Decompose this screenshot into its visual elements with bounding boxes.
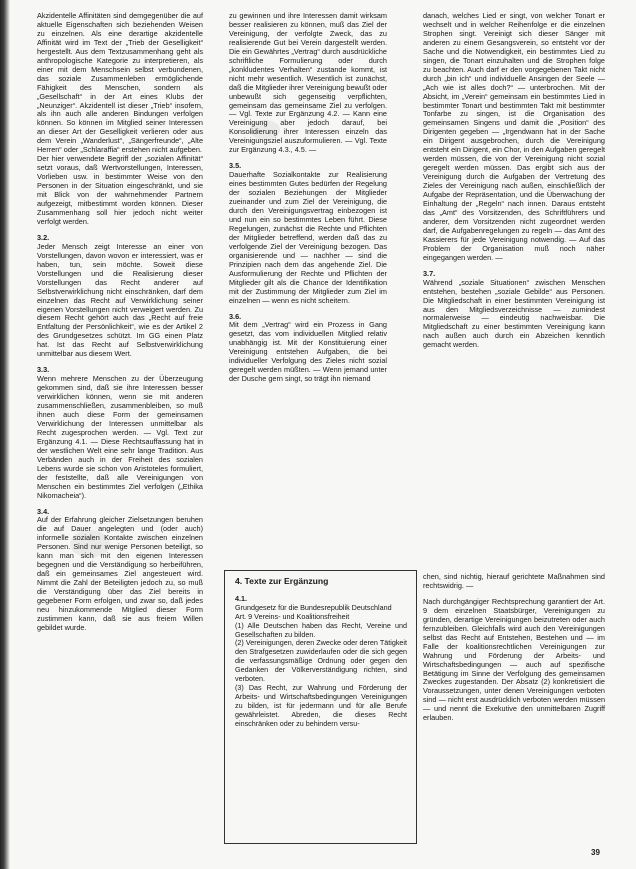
paragraph: Auf der Erfahrung gleicher Zielsetzungen beruhen die auf Dauer angelegten und (oder auch) informelle sozialen Kontakte zwischen einzelnen Personen. Sind nur wenige Personen beteiligt, so kann man sich mit den eigenen Interessen begegnen und die Verständigung so herbeiführen, daß ein gemeinsames Ziel angesteuert wird. Nimmt die Zahl der Beteiligten jedoch zu, so muß die Verständigung über das Ziel bereits in gegebener Form erfolgen, und zwar so, daß jedes neu hinzukommende Mitglied dieser Form zustimmen kann, daß sie aus freiem Willen gebildet wurde. <box>37 515 203 632</box>
paragraph: Jeder Mensch zeigt Interesse an einer von Vorstellungen, davon wovon er interessiert, was er haben, tun, sein möchte. Soweit diese Vorstellungen und die Realisierung dieser Vorstellungen das Recht anderer auf Selbstverwirklichung nicht einschränken, darf dem einzelnen das Recht auf Verwirklichung seiner eigenen Vorstellungen nicht verweigert werden. Zu diesem Recht gehört auch das „Recht auf freie Entfaltung der Persönlichkeit“, wie es der Artikel 2 des Grundgesetzes schützt. Im GG einen Platz hat. Ist das Recht auf Selbstverwirklichung unmittelbar aus diesem Wert. <box>37 241 203 359</box>
paragraph: (1) Alle Deutschen haben das Recht, Vereine und Gesellschaften zu bilden. <box>235 620 407 639</box>
paragraph: Während „soziale Situationen“ zwischen Menschen entstehen, bestehen „soziale Gebilde“ aus Personen. Die Mitgliedschaft in einer bestimmten Vereinigung ist aus den Mitgliedsverzeichnisse — zumindest normalerweise — eindeutig nachweisbar. Die Mitgliedschaft zu einer bestimmten Vereinigung kann nach außen auch durch ein Abzeichen kenntlich gemacht werden. <box>423 277 605 350</box>
section-number: 3.5. <box>229 161 242 171</box>
supplementary-texts-box <box>224 570 417 844</box>
paragraph: (2) Vereinigungen, deren Zwecke oder deren Tätigkeit den Strafgesetzen zuwiderlaufen oder die sich gegen die verfassungsmäßige Ordnung oder gegen den Gedanken der Völkerverständigung richten, sind verboten. <box>235 638 407 684</box>
paragraph: danach, welches Lied er singt, von welcher Tonart er wechselt und in welcher Reihenfolge er die einzelnen Strophen singt. Vereinigt sich dieser Sänger mit anderen zu einem Gesangsverein, so entsteht vor der Sache und die Notwendigkeit, ein bestimmtes Lied zu singen, die Tonart einzuhalten und die Strophen folge zu beachten. Auch darf er den vorgegebenen Takt nicht durch „bin ich“ und individuelle Ansingen der Seele — „Ach wie ist alles doch?“ — unterbrochen. Mit der Absicht, im „Verein“ gemeinsam ein bestimmtes Lied in bestimmter Tonart und bestimmten Takt mit bestimmter Tonfarbe zu singen, ist die Organisation des gemeinsamen Singens und damit die „Position“ des Dirigenten gegeben — „Irgendwann hat in der Sache ein Dirigent ausgebrochen, durch die Vereinigung entsteht ein Dirigent, ein Chor, in den Aufgaben geregelt werden müssen, die von der Vereinigung nicht sozial geregelt werden müssen. Das ergibt sich aus der Vereinigung durch die Aufgaben der Vertretung des Zieles der Vereinigung nach außen, einschließlich der Aufgabe der Repräsentation, und die Überwachung der Einhaltung der „Regeln“ nach innen. Daraus entsteht das „Amt“ des Vorsitzenden, des Schriftführers und anderer, dem Vorsitzenden nicht zugeordnet werden darf, die Aufgabenregelungen zu regeln — das Amt des Kassierers für jede Vereinigung notwendig. — Auf das Problem der Organisation muß noch näher eingegangen werden. — <box>423 11 605 262</box>
page-number: 39 <box>591 848 600 857</box>
paragraph: Mit dem „Vertrag“ wird ein Prozess in Gang gesetzt, das vom individuellen Mitglied relativ unabhängig ist. Mit der Konstituierung einer Vereinigung entstehen Aufgaben, die bei individueller Verfolgung des Zieles nicht sozial geregelt werden müßten. — Wenn jemand unter der Dusche gern singt, so trägt ihn niemand <box>229 320 387 384</box>
text-column-right-lower <box>423 573 605 723</box>
page-binding-edge <box>0 0 10 869</box>
text-column-middle <box>229 12 387 384</box>
paragraph: (3) Das Recht, zur Wahrung und Förderung der Arbeits- und Wirtschaftsbedingungen Vereinigungen zu bilden, ist für jedermann und für alle Berufe gewährleistet. Abreden, die dieses Recht einschränken oder zu behindern versu- <box>235 682 407 728</box>
section-number: 3.4. <box>37 506 50 516</box>
section-number: 3.3. <box>37 365 50 375</box>
box-title: 4. Texte zur Ergänzung <box>235 576 329 586</box>
text-column-left <box>37 12 203 633</box>
paragraph: Nach durchgängiger Rechtsprechung garantiert der Art. 9 dem einzelnen Staatsbürger, Vereinigungen zu gründen, derartige Vereinigungen beizutreten oder auch fernzubleiben. Gleichfalls wird auch den Vereinigungen selbst das Recht auf Entstehen, Bestehen und — im Falle der koalitionsrechtlichen Vereinigungen zur Wahrung und Förderung der Arbeits- und Wirtschaftsbedingungen — auch auf spezifische Betätigung im Sinne der Verfolgung des gemeinsamen Zweckes zugestanden. Der Absatz (2) konkretisiert die Voraussetzungen, unter denen Vereinigungen verboten sind — nicht erst ausdrücklich verboten werden müssen — und nennt die Exekutive den unmittelbaren Zugriff erlauben. <box>423 596 605 723</box>
section-number: 3.2. <box>37 232 50 242</box>
paragraph: Akzidentelle Affinitäten sind demgegenüber die auf aktuelle Eigenschaften sich beziehenden Weisen zu einzelnen. Als eine derartige akzidentelle Affinität wird im Text der „Trieb der Geselligkeit“ hergestellt. Aus dem Textzusammenhang geht als anthropologische Kategorie zu interpretieren, als einer mit dem Menschsein selbst verbundenen, das soziale Zusammenleben ermöglichende Fähigkeit des Menschen, sondern als „Gesellschaft“ in der Art eines Klubs der „Neunziger“. Akzidentell ist dieser „Trieb“ insofern, als ihn auch alle anderen Bindungen verfolgen können. So können im Mitglied seiner Interessen an dieser Art der Geselligkeit verlieren oder aus dem Verein „Wanderlust“, „Sängerfreunde“, „Alte Herren“ oder „Schlaraffia“ erstehen nicht aufgeben. <box>37 11 203 155</box>
paragraph: chen, sind nichtig, hierauf gerichtete Maßnahmen sind rechtswidrig. — <box>423 572 605 590</box>
article-heading: Art. 9 Vereins- und Koalitionsfreiheit <box>235 611 350 621</box>
section-number: 4.1. <box>235 593 247 603</box>
text-column-right <box>423 12 605 350</box>
paragraph: Wenn mehrere Menschen zu der Überzeugung gekommen sind, daß sie ihre Interessen besser verwirklichen können, wenn sie mit anderen zusammenschließen, zusammenbleiben, so muß ihnen auch diese Form der gemeinsamen Verwirklichung der Interessen unmittelbar als Recht zugesprochen werden. — Vgl. Text zur Ergänzung 4.1. — Diese Rechtsauffassung hat in der westlichen Welt eine sehr lange Tradition. Aus Verbänden auch in der Freiheit des sozialen Lebens wurde sie schon von Aristoteles formuliert, der feststellte, daß alle Vereinigungen von Menschen ein bestimmtes Ziel verfolgen („Ethika Nikomacheia“). <box>37 374 203 500</box>
paragraph: Dauerhafte Sozialkontakte zur Realisierung eines bestimmten Gutes bedürfen der Regelung der sozialen Beziehungen der Mitglieder zueinander und zum Ziel der Vereinigung, die durch den Vereinigungsvertrag einbezogen ist und nun ein so bestimmtes Leben führt. Diese Regelungen, zunächst die Rechte und Pflichten der Mitglieder betreffend, werden daß das zu verfolgende Ziel der Vereinigung bezogen. Das organisierende und — nachher — sind die Prinzipien nach dem das angehende Ziel. Die Ausformulierung der Rechte und Pflichten der Mitglieder gilt als die Chance der Identifikation mit der Zustimmung der Mitglieder zum Ziel im einzelnen — wenn es nicht scheitern. <box>229 170 387 305</box>
source-title: Grundgesetz für die Bundesrepublik Deutschland <box>235 602 392 612</box>
section-number: 3.7. <box>423 268 436 278</box>
paragraph: zu gewinnen und ihre Interessen damit wirksam besser realisieren zu können, muß das Ziel der Vereinigung, der verfolgte Zweck, das zu realisierende Gut bei Verein dargestellt werden. Die ein Gewährtes „Vertrag“ durch ausdrückliche schriftliche Formulierung oder durch „konkludentes Verhalten“ zustande kommt, ist nicht mehr wesentlich. Wesentlich ist zunächst, daß die Mitglieder ihrer Vereinigung bewußt oder unbewußt sich gegenseitig verpflichten, gemeinsam das gemeinsame Ziel zu verfolgen. — Vgl. Texte zur Ergänzung 4.2. — Kann eine Vereinigung aber jedoch darauf, bei Konsolidierung ihrer Interessen einzeln das Vereinigungsziel auszuformulieren. — Vgl. Texte zur Ergänzung 4.3., 4.5. — <box>229 11 387 155</box>
paragraph: Der hier verwendete Begriff der „sozialen Affinität“ setzt voraus, daß Wertvorstellungen, Interessen, Vorlieben usw. in bestimmter Weise von den Personen in der Situation eingeschränkt, und sie mit Blick von der wahrnehmender Partnern aufgezeigt, mitbestimmt worden können. Dieser Zusammenhang soll hier jedoch nicht weiter verfolgt werden. <box>37 154 203 226</box>
section-number: 3.6. <box>229 311 242 321</box>
